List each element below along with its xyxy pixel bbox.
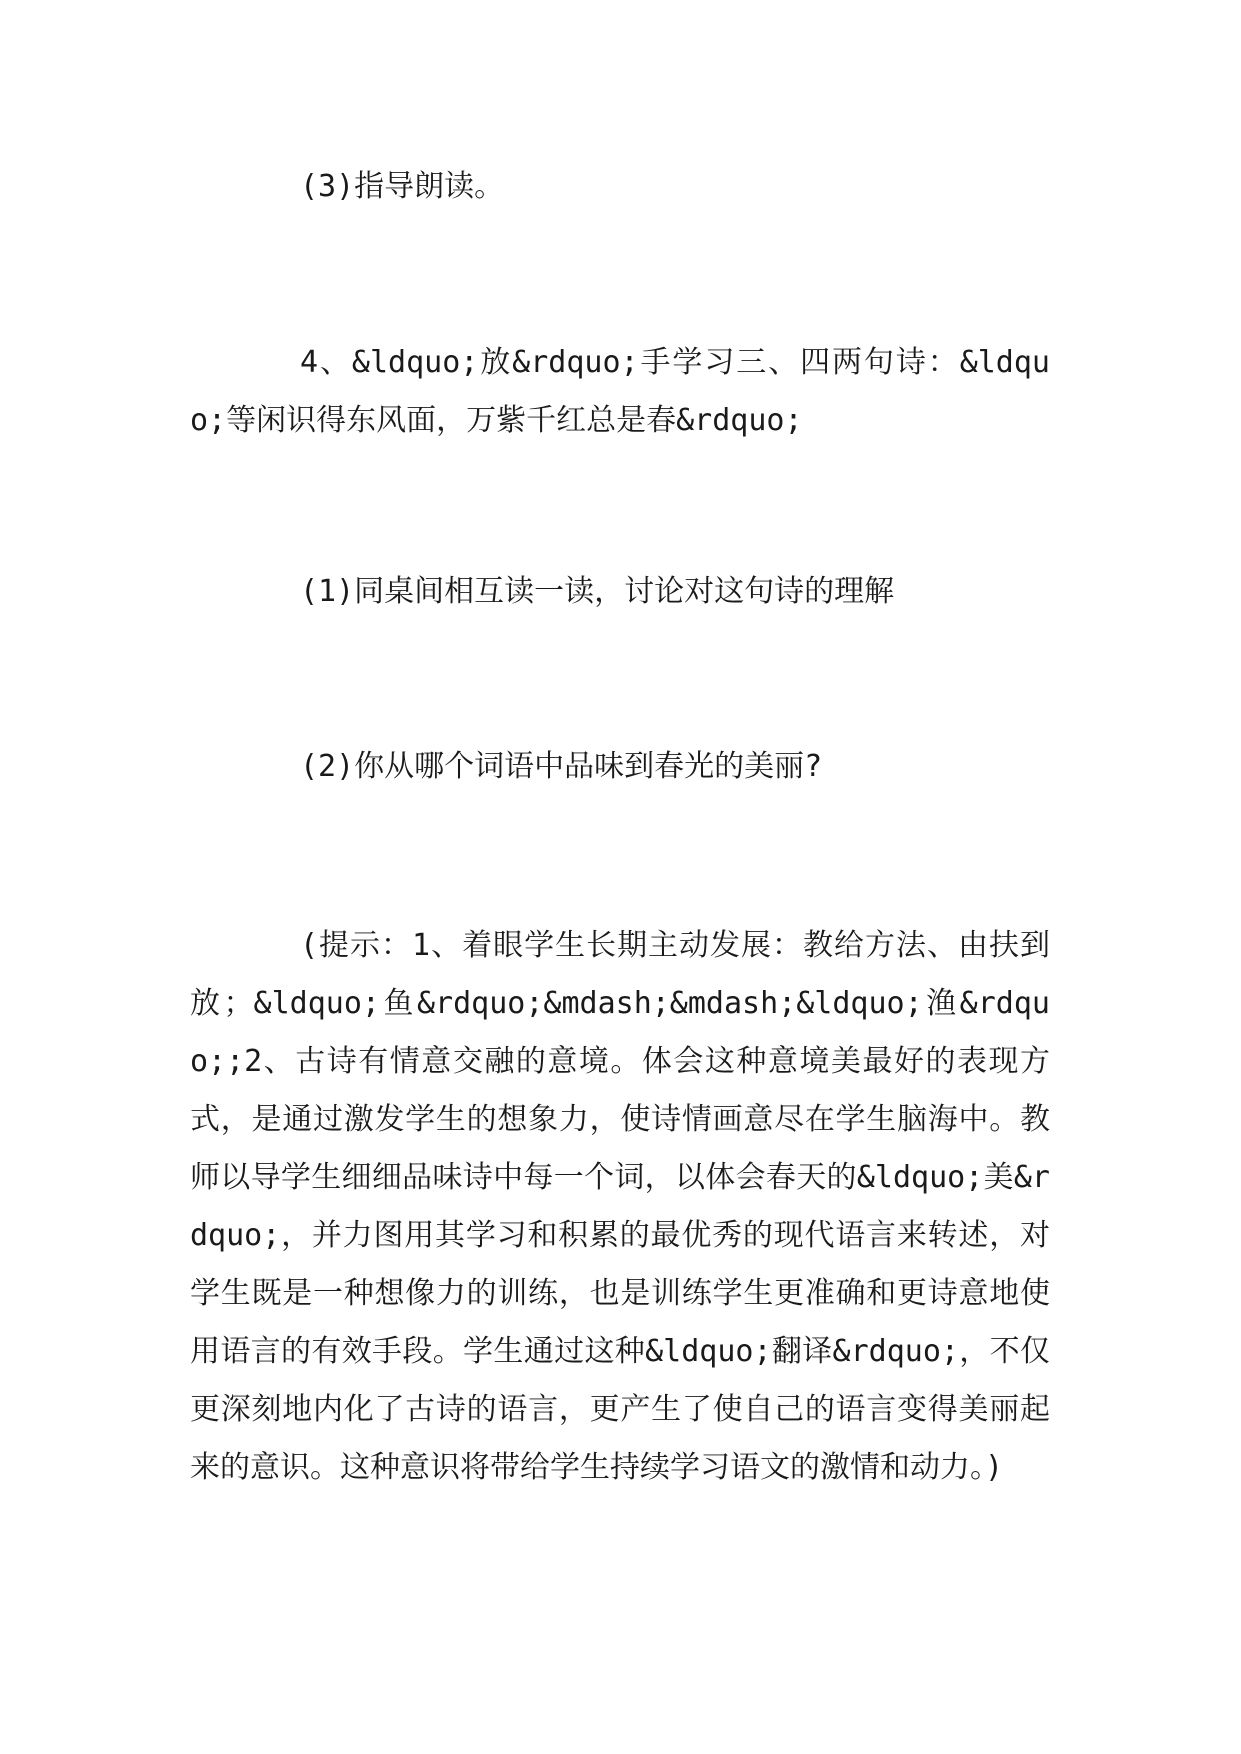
paragraph-desk-mate-discussion: (1)同桌间相互读一读，讨论对这句诗的理解: [300, 574, 895, 609]
paragraph-reading-guidance: (3)指导朗读。: [300, 169, 505, 204]
paragraph-teaching-tips: (提示：1、着眼学生长期主动发展：教给方法、由扶到放；&ldquo;鱼&rdquo;&mdash;&mdash;&ldquo;渔&rdquo;;2、古诗有情意交融的意境。体会这种意境美最好的表现方式，是通过激发学生的想象力，使诗情画意尽在学生脑海中。教师以导学生细细品味诗中每一个词，以体会春天的&ldquo;美&rdquo;，并力图用其学习和积累的最优秀的现代语言来转述，对学生既是一种想像力的训练，也是训练学生更准确和更诗意地使用语言的有效手段。学生通过这种&ldquo;翻译&rdquo;，不仅更深刻地内化了古诗的语言，更产生了使自己的语言变得美丽起来的意识。这种意识将带给学生持续学习语文的激情和动力。): [190, 928, 1050, 1485]
paragraph-poem-lines-study: 4、&ldquo;放&rdquo;手学习三、四两句诗：&ldquo;等闲识得东风面，万紫千红总是春&rdquo;: [190, 345, 1050, 438]
paragraph-word-question: (2)你从哪个词语中品味到春光的美丽?: [300, 749, 823, 784]
